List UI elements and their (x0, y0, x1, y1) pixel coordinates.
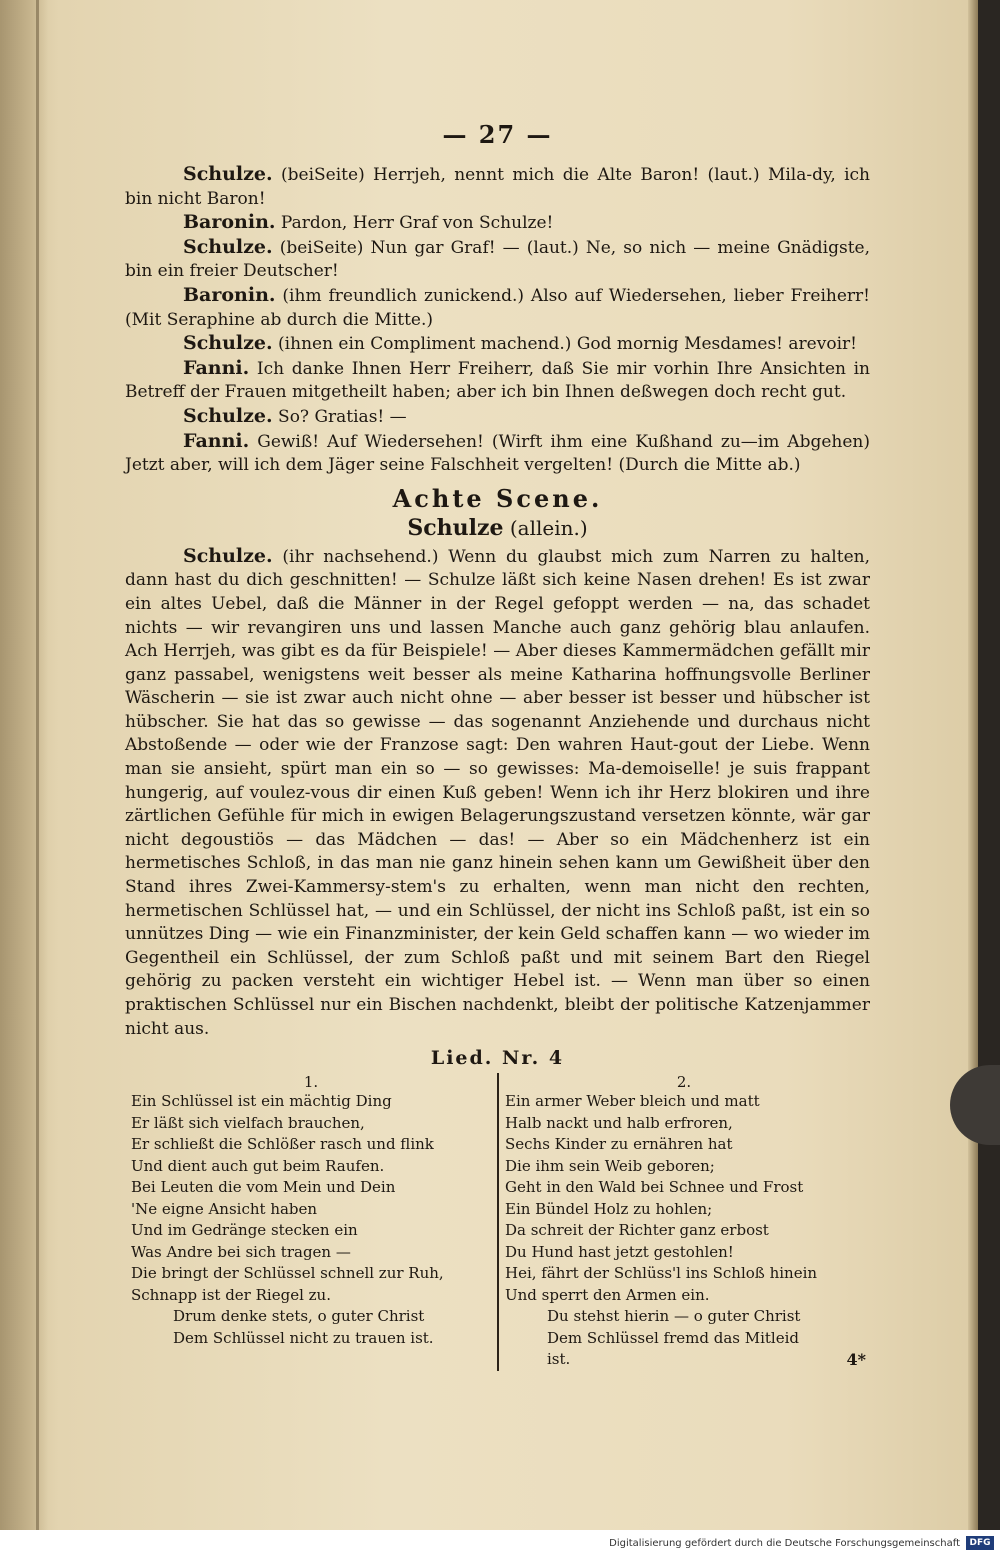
verse-column-1 (125, 1073, 497, 1371)
verse-line: Ein Bündel Holz zu hohlen; (505, 1199, 713, 1218)
line-text: So? Gratias! — (278, 406, 407, 427)
text-block (125, 120, 870, 1371)
printer-signature: 4* (846, 1349, 866, 1369)
verse-number: 2. (676, 1073, 692, 1092)
binding-gutter (0, 0, 48, 1530)
verse-line: Da schreit der Richter ganz erbost (505, 1221, 769, 1240)
speaker-name: Fanni. (183, 429, 250, 452)
binding-line (36, 0, 39, 1530)
verse-number: 1. (303, 1073, 319, 1092)
line-text: (beiSeite) Nun gar Graf! — (laut.) Ne, so nich — meine Gnädigste, bin ein freier Deutscher! (125, 237, 870, 282)
scene-subheading (125, 515, 870, 541)
monologue-text: (ihr nachsehend.) Wenn du glaubst mich zum Narren zu halten, dann hast du dich geschnitten! — Schulze läßt sich keine Nasen drehen! Es ist zwar ein altes Uebel, daß die Männer in der Regel gefoppt werden — na, das schadet nichts — wir revangiren uns und lassen Manche auch ganz gehörig blau anlaufen. Ach Herrjeh, was gibt es da für Beispiele! — Aber dieses Kammermädchen gefällt mir ganz passabel, wenigstens weit besser als meine Katharina hoffnungsvolle Berliner Wäscherin — sie ist zwar auch nicht ohne — aber besser ist besser und hübscher ist hübscher. Sie hat das so gewisse — das sogenannt Anziehende und durchaus nicht Abstoßende — oder wie der Franzose sagt: Den wahren Haut-gout der Liebe. Wenn man sie ansieht, spürt man ein so — so gewisses: Ma-demoiselle! je suis frappant hungerig, auf voulez-vous dir einen Kuß geben! Wenn ich ihr Herz blokiren und ihre zärtlichen Gefühle für mich in ewigen Belagerungszustand versetzen könnte, wär gar nicht degoustiös — das Mädchen — das! — Aber so ein Mädchenherz ist ein hermetisches Schloß, in das man nie ganz hinein sehen kann um Gewißheit über den Stand ihres Zwei-Kammersy-stem's zu erhalten, wenn man nicht den rechten, hermetischen Schlüssel hat, — und ein Schlüssel, der nicht ins Schloß paßt, ist ein so unnützes Ding — wie ein Finanzminister, der kein Geld schaffen kann — wo wieder im Gegentheil ein Schlüssel, der zum Schloß paßt und mit seinem Bart den Riegel gehörig zu packen versteht ein wichtiger Hebel ist. — Wenn man über so einen praktischen Schlüssel nur ein Bischen nachdenkt, bleibt der politische Katzenjammer nicht aus. (125, 546, 870, 1039)
line-text: (beiSeite) Herrjeh, nennt mich die Alte Baron! (laut.) Mila-dy, ich bin nicht Baron! (125, 165, 870, 209)
scene-direction: (allein.) (509, 515, 588, 540)
line-text: Ich danke Ihnen Herr Freiherr, daß Sie mir vorhin Ihre Ansichten in Betreff der Frauen mitgetheilt haben; aber ich bin Ihnen deßwegen doch recht gut. (125, 358, 870, 403)
line-text: (ihm freundlich zunickend.) Also auf Wiedersehen, lieber Freiherr! (Mit Seraphine ab durch die Mitte.) (125, 285, 870, 330)
verse-body (505, 1091, 863, 1371)
dialogue (125, 163, 870, 478)
speaker-name: Baronin. (183, 211, 276, 234)
verse-line: Und sperrt den Armen ein. (505, 1285, 710, 1304)
verse-line: Die ihm sein Weib geboren; (505, 1156, 715, 1175)
verse-line: Die bringt der Schlüssel schnell zur Ruh, (131, 1264, 444, 1283)
song-title: Lied. Nr. 4 (430, 1047, 565, 1070)
speaker-name: Schulze. (183, 332, 273, 355)
verse-line: Ein Schlüssel ist ein mächtig Ding (131, 1092, 392, 1111)
refrain-line: Dem Schlüssel fremd das Mitleid (547, 1328, 799, 1347)
verse-line: Er läßt sich vielfach brauchen, (131, 1113, 365, 1132)
verse-line: Und dient auch gut beim Raufen. (131, 1156, 385, 1175)
scene-character: Schulze (407, 514, 504, 541)
dfg-logo-icon: DFG (966, 1536, 994, 1550)
dialogue-line (125, 236, 870, 284)
refrain-line: Du stehst hierin — o guter Christ (547, 1307, 801, 1326)
speaker-name: Fanni. (183, 356, 250, 379)
scene-heading: Achte Scene. (392, 483, 603, 513)
dialogue-line (125, 163, 870, 211)
monologue (125, 545, 870, 1041)
dialogue-line (125, 332, 870, 357)
speaker-name: Schulze. (183, 235, 273, 258)
speaker-name: Baronin. (183, 283, 276, 306)
refrain-line: ist. (547, 1350, 571, 1369)
refrain-line: Dem Schlüssel nicht zu trauen ist. (173, 1328, 434, 1347)
speaker-name: Schulze. (183, 544, 273, 567)
verse-line: Geht in den Wald bei Schnee und Frost (505, 1178, 804, 1197)
verse-line: Sechs Kinder zu ernähren hat (505, 1135, 733, 1154)
dialogue-line (125, 284, 870, 332)
digitization-footer (0, 1530, 1000, 1557)
dialogue-line (125, 211, 870, 236)
dialogue-line (125, 357, 870, 405)
refrain-line: Drum denke stets, o guter Christ (173, 1307, 425, 1326)
column-divider (497, 1073, 499, 1371)
song-verses (125, 1073, 870, 1371)
page-edge (968, 0, 978, 1530)
footer-credit: Digitalisierung gefördert durch die Deutsche Forschungsgemeinschaft (609, 1538, 960, 1549)
verse-line: Du Hund hast jetzt gestohlen! (505, 1242, 734, 1261)
verse-body (131, 1091, 491, 1349)
verse-line: Schnapp ist der Riegel zu. (131, 1285, 331, 1304)
verse-line: Ein armer Weber bleich und matt (505, 1092, 760, 1111)
verse-line: Bei Leuten die vom Mein und Dein (131, 1178, 396, 1197)
verse-line: Er schließt die Schlößer rasch und flink (131, 1135, 434, 1154)
page-number: — 27 — (442, 120, 553, 149)
verse-line: Und im Gedränge stecken ein (131, 1221, 358, 1240)
line-text: (ihnen ein Compliment machend.) God mornig Mesdames! arevoir! (278, 334, 857, 355)
verse-line: Was Andre bei sich tragen — (131, 1242, 351, 1261)
dialogue-line (125, 430, 870, 478)
line-text: Gewiß! Auf Wiedersehen! (Wirft ihm eine Kußhand zu—im Abgehen) Jetzt aber, will ich dem Jäger seine Falschheit vergelten! (Durch die Mitte ab.) (125, 431, 871, 476)
speaker-name: Schulze. (183, 163, 273, 185)
line-text: Pardon, Herr Graf von Schulze! (280, 213, 554, 234)
verse-line: 'Ne eigne Ansicht haben (131, 1199, 318, 1218)
verse-line: Halb nackt und halb erfroren, (505, 1113, 733, 1132)
dialogue-line (125, 405, 870, 430)
verse-column-2 (497, 1073, 869, 1371)
verse-line: Hei, fährt der Schlüss'l ins Schloß hinein (505, 1264, 818, 1283)
monologue-paragraph (125, 545, 870, 1041)
speaker-name: Schulze. (183, 404, 273, 427)
